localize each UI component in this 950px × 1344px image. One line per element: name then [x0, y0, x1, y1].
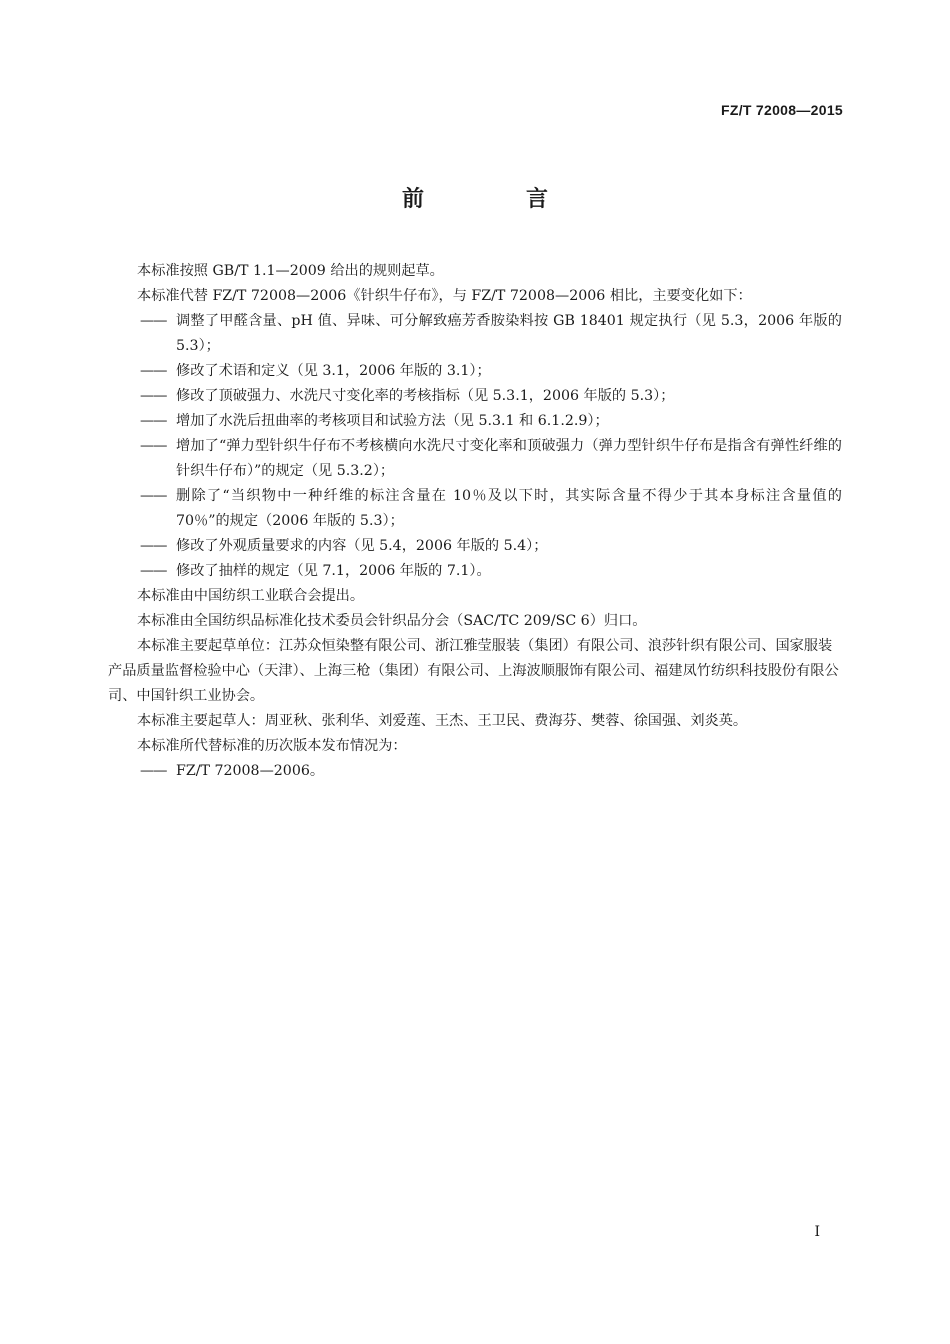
- list-item-text: 增加了水洗后扭曲率的考核项目和试验方法（见 5.3.1 和 6.1.2.9）；: [176, 413, 609, 429]
- list-item: [108, 359, 842, 384]
- list-item-text: 修改了顶破强力、水洗尺寸变化率的考核指标（见 5.3.1，2006 年版的 5.3）；: [176, 388, 675, 404]
- page-title: 前 言: [401, 187, 588, 212]
- foreword-body: [108, 259, 842, 784]
- page-number: I: [814, 1224, 820, 1240]
- list-item-text: 修改了外观质量要求的内容（见 5.4，2006 年版的 5.4）；: [176, 538, 548, 554]
- paragraph: 本标准按照 GB/T 1.1—2009 给出的规则起草。: [137, 263, 444, 279]
- dash-mark: ——: [140, 488, 167, 504]
- list-item: [108, 434, 842, 484]
- dash-mark: ——: [140, 363, 167, 379]
- list-item: [108, 384, 842, 409]
- paragraph: 本标准所代替标准的历次版本发布情况为：: [137, 738, 407, 754]
- list-item: [108, 309, 842, 359]
- dash-mark: ——: [140, 413, 167, 429]
- dash-mark: ——: [140, 763, 167, 779]
- dash-mark: ——: [140, 538, 167, 554]
- paragraph: 本标准由中国纺织工业联合会提出。: [137, 588, 365, 604]
- list-item-text: 删除了“当织物中一种纤维的标注含量在 10％及以下时，其实际含量不得少于其本身标注含量值的 70％”的规定（2006 年版的 5.3）；: [176, 488, 842, 529]
- list-item-text: 增加了“弹力型针织牛仔布不考核横向水洗尺寸变化率和顶破强力（弹力型针织牛仔布是指含有弹性纤维的针织牛仔布）”的规定（见 5.3.2）；: [176, 438, 842, 479]
- dash-mark: ——: [140, 313, 167, 329]
- standard-code: FZ/T 72008—2015: [720, 102, 843, 118]
- dash-mark: ——: [140, 438, 167, 454]
- paragraph: 本标准代替 FZ/T 72008—2006《针织牛仔布》，与 FZ/T 72008—2006 相比，主要变化如下：: [137, 288, 752, 304]
- paragraph: 本标准主要起草人：周亚秋、张利华、刘爱莲、王杰、王卫民、费海芬、樊蓉、徐国强、刘炎英。: [137, 713, 748, 729]
- list-item: [108, 534, 842, 559]
- list-item-text: 修改了抽样的规定（见 7.1，2006 年版的 7.1）。: [176, 563, 491, 579]
- paragraph: 本标准主要起草单位：江苏众恒染整有限公司、浙江雅莹服装（集团）有限公司、浪莎针织有限公司、国家服装产品质量监督检验中心（天津）、上海三枪（集团）有限公司、上海波顺服饰有限公司、福建凤竹纺织科技股份有限公司、中国针织工业协会。: [108, 638, 839, 704]
- list-item-text: 修改了术语和定义（见 3.1，2006 年版的 3.1）；: [176, 363, 491, 379]
- list-item-text: FZ/T 72008—2006。: [176, 763, 325, 779]
- dash-mark: ——: [140, 563, 167, 579]
- list-item: [108, 409, 842, 434]
- list-item: [108, 559, 842, 584]
- list-item: [108, 759, 842, 784]
- paragraph: 本标准由全国纺织品标准化技术委员会针织品分会（SAC/TC 209/SC 6）归口。: [137, 613, 647, 629]
- list-item: [108, 484, 842, 534]
- dash-mark: ——: [140, 388, 167, 404]
- list-item-text: 调整了甲醛含量、pH 值、异味、可分解致癌芳香胺染料按 GB 18401 规定执行（见 5.3，2006 年版的 5.3）；: [176, 313, 842, 354]
